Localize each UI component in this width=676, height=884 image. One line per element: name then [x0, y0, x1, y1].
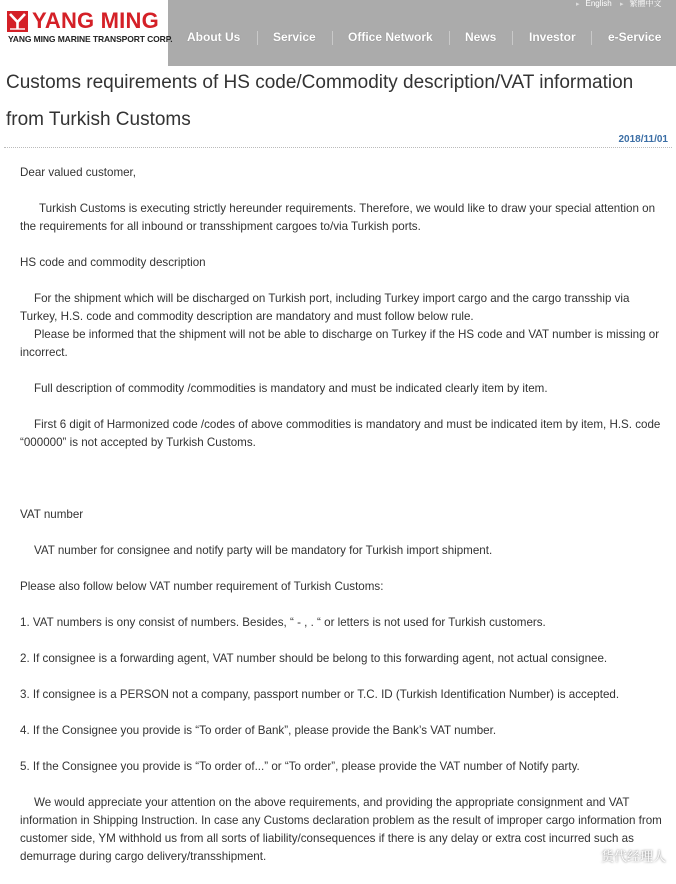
- nav-divider: [257, 31, 258, 45]
- vat-heading: VAT number: [20, 508, 84, 521]
- hs-paragraph-3: Full description of commodity /commodities is mandatory and must be indicated clearly item by item.: [34, 382, 548, 395]
- vat-rule-4: 4. If the Consignee you provide is “To order of Bank”, please provide the Bank’s VAT number.: [20, 724, 497, 737]
- article-body: [20, 164, 668, 884]
- yang-ming-logo-icon: [7, 11, 28, 32]
- language-switcher: [570, 0, 662, 9]
- watermark: 货代经理人: [600, 849, 666, 864]
- vat-paragraph-1: VAT number for consignee and notify party will be mandatory for Turkish import shipment.: [34, 544, 493, 557]
- nav-e-service[interactable]: e-Service: [608, 30, 662, 44]
- vat-rule-1: 1. VAT numbers is ony consist of numbers. Besides, “ - , . “ or letters is not used for Turkish customers.: [20, 616, 546, 629]
- closing-paragraph: We would appreciate your attention on the above requirements, and providing the appropriate consignment and VAT information in Shipping Instruction. In case any Customs declaration problem as the result of improper cargo information from customer side, YM withhold us from all sorts of liability/consequences if there is any delay or extra cost incurred such as demurrage during cargo delivery/transshipment.: [20, 796, 662, 863]
- nav-divider: [332, 31, 333, 45]
- nav-divider: [591, 31, 592, 45]
- spacer: [20, 470, 668, 506]
- nav-service[interactable]: Service: [273, 30, 316, 44]
- vat-rule-2: 2. If consignee is a forwarding agent, VAT number should be belong to this forwarding agent, not actual consignee.: [20, 652, 608, 665]
- language-english[interactable]: English: [585, 0, 612, 8]
- page-title: Customs requirements of HS code/Commodity description/VAT information from Turkish Customs: [6, 72, 634, 130]
- hs-paragraph-2: Please be informed that the shipment will not be able to discharge on Turkey if the HS code and VAT number is missing or incorrect.: [20, 328, 660, 359]
- publish-date: 2018/11/01: [618, 134, 668, 145]
- logo-subtitle: YANG MING MARINE TRANSPORT CORP.: [8, 34, 173, 44]
- arrow-icon: ▸: [620, 1, 624, 8]
- nav-divider: [512, 31, 513, 45]
- nav-office-network[interactable]: Office Network: [348, 30, 433, 44]
- nav-investor[interactable]: Investor: [529, 30, 576, 44]
- vat-rule-5: 5. If the Consignee you provide is “To order of...” or “To order”, please provide the VAT number of Notify party.: [20, 760, 580, 773]
- greeting: Dear valued customer,: [20, 166, 136, 179]
- nav-news[interactable]: News: [465, 30, 497, 44]
- hs-heading: HS code and commodity description: [20, 256, 206, 269]
- site-header: [0, 0, 676, 66]
- nav-divider: [449, 31, 450, 45]
- divider: [4, 147, 672, 148]
- hs-paragraph-4: First 6 digit of Harmonized code /codes of above commodities is mandatory and must be indicated item by item, H.S. code “000000” is not accepted by Turkish Customs.: [20, 418, 661, 449]
- vat-rule-3: 3. If consignee is a PERSON not a company, passport number or T.C. ID (Turkish Identification Number) is accepted.: [20, 688, 620, 701]
- language-chinese[interactable]: 繁體中文: [629, 0, 662, 8]
- hs-paragraph-1: For the shipment which will be discharged on Turkish port, including Turkey import cargo and the cargo transship via Turkey, H.S. code and commodity description are mandatory and must follow below rule.: [20, 292, 630, 323]
- nav-about-us[interactable]: About Us: [187, 30, 241, 44]
- logo-title: YANG MING: [32, 8, 159, 33]
- arrow-icon: ▸: [576, 1, 580, 8]
- main-nav: [0, 30, 676, 46]
- intro-paragraph: Turkish Customs is executing strictly hereunder requirements. Therefore, we would like to draw your special attention on the requirements for all inbound or transshipment cargoes to/via Turkish ports.: [20, 202, 656, 233]
- vat-paragraph-2: Please also follow below VAT number requirement of Turkish Customs:: [20, 580, 384, 593]
